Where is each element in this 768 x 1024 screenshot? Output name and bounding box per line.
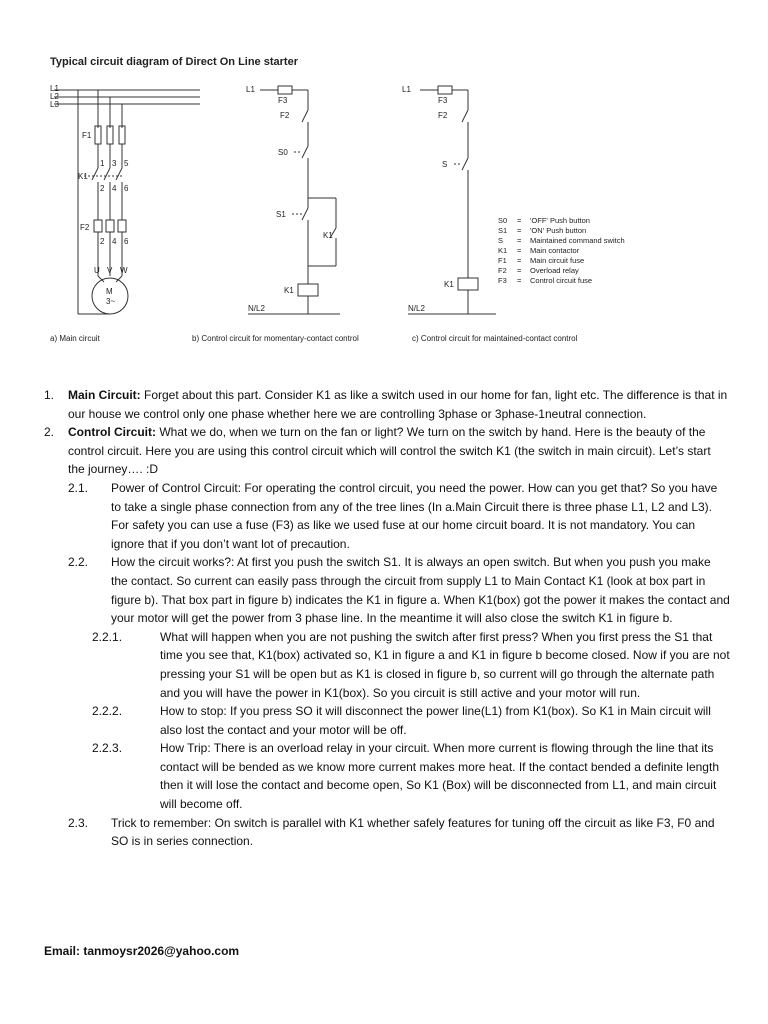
label-k1-main: K1 [78, 172, 88, 181]
list-item-2-2-3 [44, 739, 730, 813]
item-number: 2.2. [68, 555, 89, 570]
list-item-2 [44, 423, 730, 479]
legend-desc: 'OFF' Push button [530, 216, 590, 225]
label-b-f3: F3 [278, 96, 288, 105]
label-t6-bottom: 6 [124, 237, 129, 246]
legend-eq: = [517, 276, 522, 285]
label-b-l1: L1 [246, 85, 255, 94]
legend-eq: = [517, 266, 522, 275]
label-t5-top: 5 [124, 159, 129, 168]
caption-c: c) Control circuit for maintained-contact control [412, 334, 578, 343]
legend-sym: F2 [498, 266, 507, 275]
numbered-explanation [44, 386, 730, 851]
item-number: 1. [44, 388, 55, 402]
label-t6-top: 6 [124, 184, 129, 193]
label-t1-top: 1 [100, 159, 105, 168]
legend-desc: 'ON' Push button [530, 226, 587, 235]
label-motor-sub: 3~ [106, 297, 116, 306]
label-c-nl2: N/L2 [408, 304, 425, 313]
label-b-k1-coil: K1 [284, 286, 294, 295]
item-label: Control Circuit: [68, 425, 156, 440]
dol-starter-circuit-diagram [40, 78, 640, 350]
caption-a: a) Main circuit [50, 334, 100, 343]
legend-sym: S [498, 236, 504, 245]
list-item-2-2-1 [44, 628, 730, 702]
label-b-nl2: N/L2 [248, 304, 265, 313]
legend-sym: K1 [498, 246, 508, 255]
label-l3: L3 [50, 100, 59, 109]
item-number: 2.2.2. [92, 704, 123, 719]
item-text: What will happen when you are not pushing the switch after first press? When you first press the S1 that time you see that, K1(box) activated so, K1 in figure a and K1 in figure b become closed. Now if you are not pressing your S1 will be open but as K1 is closed in figure b, so current will go through the alternate path and you will have the power in K1(box). So you circuit is still active and your motor will run. [160, 629, 730, 700]
legend-sym: S0 [498, 216, 508, 225]
label-u: U [94, 266, 100, 275]
legend-desc: Main contactor [530, 246, 580, 255]
legend-sym: F3 [498, 276, 507, 285]
label-f2-main: F2 [80, 223, 90, 232]
legend [498, 216, 625, 285]
list-item-2-2 [44, 553, 730, 627]
legend-eq: = [517, 236, 522, 245]
label-b-k1-contact: K1 [323, 231, 333, 240]
label-l2: L2 [50, 92, 59, 101]
figure-title: Typical circuit diagram of Direct On Line starter [50, 56, 298, 68]
legend-sym: S1 [498, 226, 508, 235]
legend-sym: F1 [498, 256, 507, 265]
label-t4-bottom: 4 [112, 237, 117, 246]
label-t4-top: 4 [112, 184, 117, 193]
item-label: Main Circuit: [68, 388, 141, 402]
caption-b: b) Control circuit for momentary-contact control [192, 334, 359, 343]
item-number: 2.2.3. [92, 741, 123, 756]
label-t2-top: 2 [100, 184, 105, 193]
item-text: What we do, when we turn on the fan or light? We turn on the switch by hand. Here is the beauty of the control circuit. Here you are using this control circuit which will control the switch K1 (the switch in main circuit). Let’s start the journey…. :D [68, 425, 711, 477]
label-c-l1: L1 [402, 85, 411, 94]
label-v: V [107, 266, 113, 275]
label-w: W [120, 266, 128, 275]
item-text: How Trip: There is an overload relay in your circuit. When more current is flowing through the line that its contact will be bended as we know more current makes more heat. If the contact bended a definite length then it will lose the contact and become open, So K1 (Box) will be disconnected from L1, and main circuit will become off. [160, 741, 719, 812]
item-text: Power of Control Circuit: For operating the control circuit, you need the power. How can you get that? So you have to take a single phase connection from any of the tree lines (In a.Main Circuit there is three phase L1, L2 and L3). For safety you can use a fuse (F3) as like we used fuse at our home circuit board. It is not mandatory. You can ignore that if you don’t want lot of precaution. [111, 480, 718, 551]
author-email[interactable]: Email: tanmoysr2026@yahoo.com [44, 944, 240, 958]
label-motor: M [106, 287, 113, 296]
item-text: Trick to remember: On switch is parallel with K1 whether safely features for tuning off the circuit as like F3, F0 and SO is in series connection. [111, 815, 715, 849]
legend-desc: Maintained command switch [530, 236, 625, 245]
legend-desc: Overload relay [530, 266, 579, 275]
legend-desc: Control circuit fuse [530, 276, 593, 285]
label-c-s: S [442, 160, 448, 169]
item-text: Forget about this part. Consider K1 as like a switch used in our home for fan, light etc. The difference is that in our house we control only one phase whether here we are controlling 3phase or 3phase-1neutral connection. [68, 388, 728, 421]
label-f1: F1 [82, 131, 92, 140]
list-item-2-3 [44, 814, 730, 851]
legend-eq: = [517, 256, 522, 265]
legend-eq: = [517, 226, 522, 235]
item-number: 2.2.1. [92, 629, 123, 644]
item-number: 2. [44, 425, 55, 440]
legend-eq: = [517, 246, 522, 255]
label-b-s0: S0 [278, 148, 288, 157]
item-text: How the circuit works?: At first you push the switch S1. It is always an open switch. But when you push you make the contact. So current can easily pass through the circuit from supply L1 to Main Contact K1 (look at box part in figure b). That box part in figure b) indicates the K1 in figure a. When K1(box) got the power it makes the contact and your motor will get the power from 3 phase line. In the meantime it will also close the switch K1 in figure b. [111, 555, 730, 626]
label-c-k1-coil: K1 [444, 280, 454, 289]
list-item-2-1 [44, 479, 730, 553]
label-l1: L1 [50, 84, 59, 93]
legend-desc: Main circuit fuse [530, 256, 585, 265]
label-c-f2: F2 [438, 111, 448, 120]
label-b-s1: S1 [276, 210, 286, 219]
label-t2-bottom: 2 [100, 237, 105, 246]
label-t3-top: 3 [112, 159, 117, 168]
item-number: 2.1. [68, 480, 89, 495]
list-item-1 [44, 386, 730, 423]
item-text: How to stop: If you press SO it will disconnect the power line(L1) from K1(box). So K1 in Main circuit will also lost the contact and your motor will be off. [160, 704, 711, 737]
label-c-f3: F3 [438, 96, 448, 105]
label-b-f2: F2 [280, 111, 290, 120]
item-number: 2.3. [68, 815, 89, 830]
list-item-2-2-2 [44, 702, 730, 739]
legend-eq: = [517, 216, 522, 225]
